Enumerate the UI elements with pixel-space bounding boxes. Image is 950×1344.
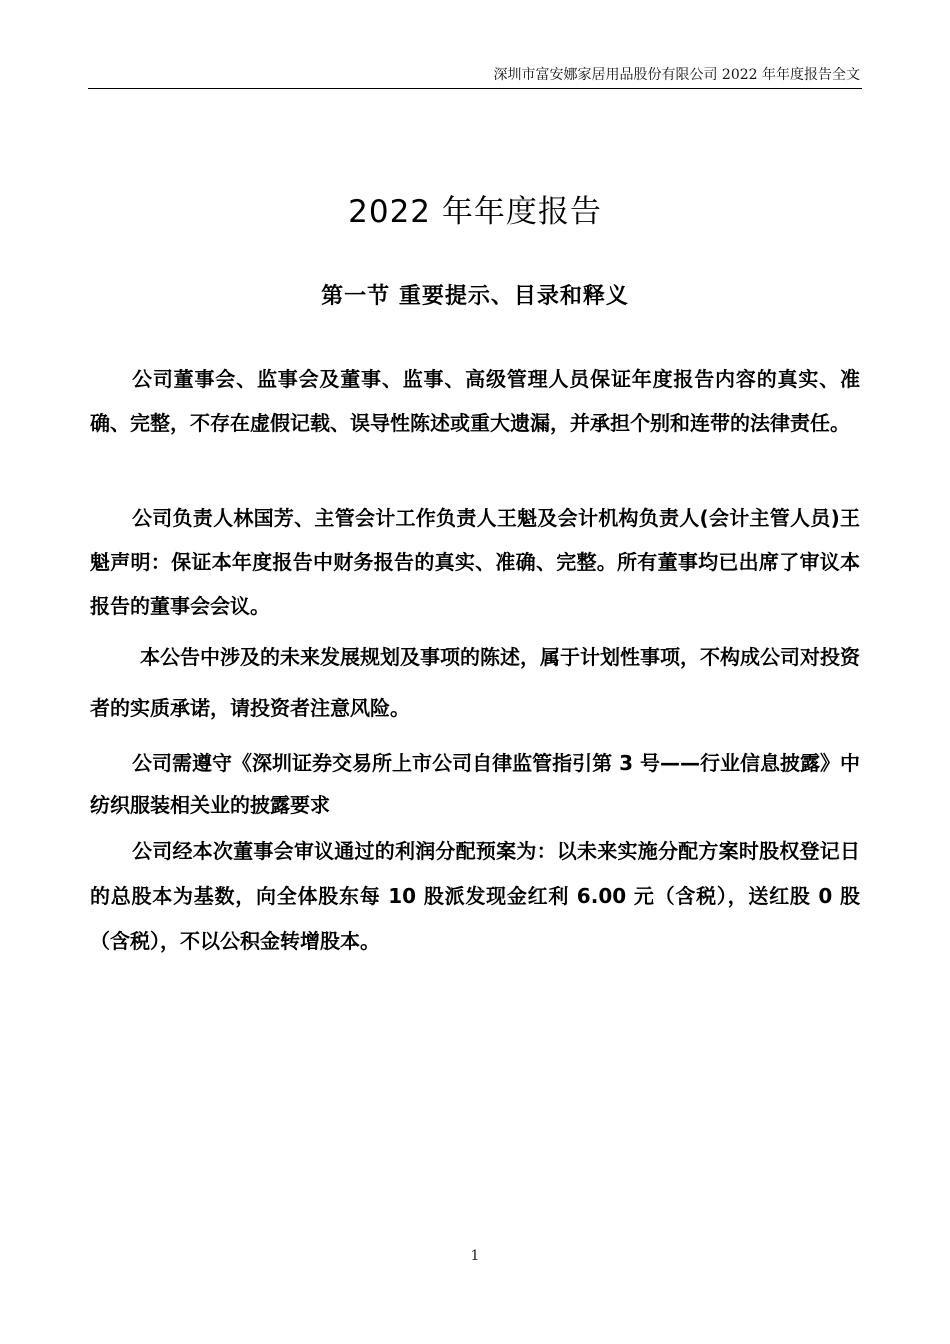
page-number: 1 bbox=[470, 1248, 480, 1264]
header-divider bbox=[88, 88, 862, 89]
paragraph-responsible-persons: 公司负责人林国芳、主管会计工作负责人王魁及会计机构负责人(会计主管人员)王魁声明：保证本年度报告中财务报告的真实、准确、完整。所有董事均已出席了审议本报告的董事会会议。 bbox=[90, 506, 860, 618]
section-title: 第一节 重要提示、目录和释义 bbox=[321, 284, 629, 309]
paragraph-profit-distribution: 公司经本次董事会审议通过的利润分配预案为：以未来实施分配方案时股权登记日的总股本为基数，向全体股东每 10 股派发现金红利 6.00 元（含税），送红股 0 股（含税），不以公积金转增股本。 bbox=[90, 839, 860, 953]
running-header: 深圳市富安娜家居用品股份有限公司 2022 年年度报告全文 bbox=[493, 67, 860, 83]
paragraph-forward-looking: 本公告中涉及的未来发展规划及事项的陈述，属于计划性事项，不构成公司对投资者的实质承诺，请投资者注意风险。 bbox=[90, 645, 860, 720]
document-title: 2022 年年度报告 bbox=[348, 194, 602, 230]
paragraph-disclosure-rules: 公司需遵守《深圳证券交易所上市公司自律监管指引第 3 号——行业信息披露》中纺织服装相关业的披露要求 bbox=[90, 751, 860, 817]
paragraph-board-guarantee: 公司董事会、监事会及董事、监事、高级管理人员保证年度报告内容的真实、准确、完整，不存在虚假记载、误导性陈述或重大遗漏，并承担个别和连带的法律责任。 bbox=[90, 367, 860, 435]
